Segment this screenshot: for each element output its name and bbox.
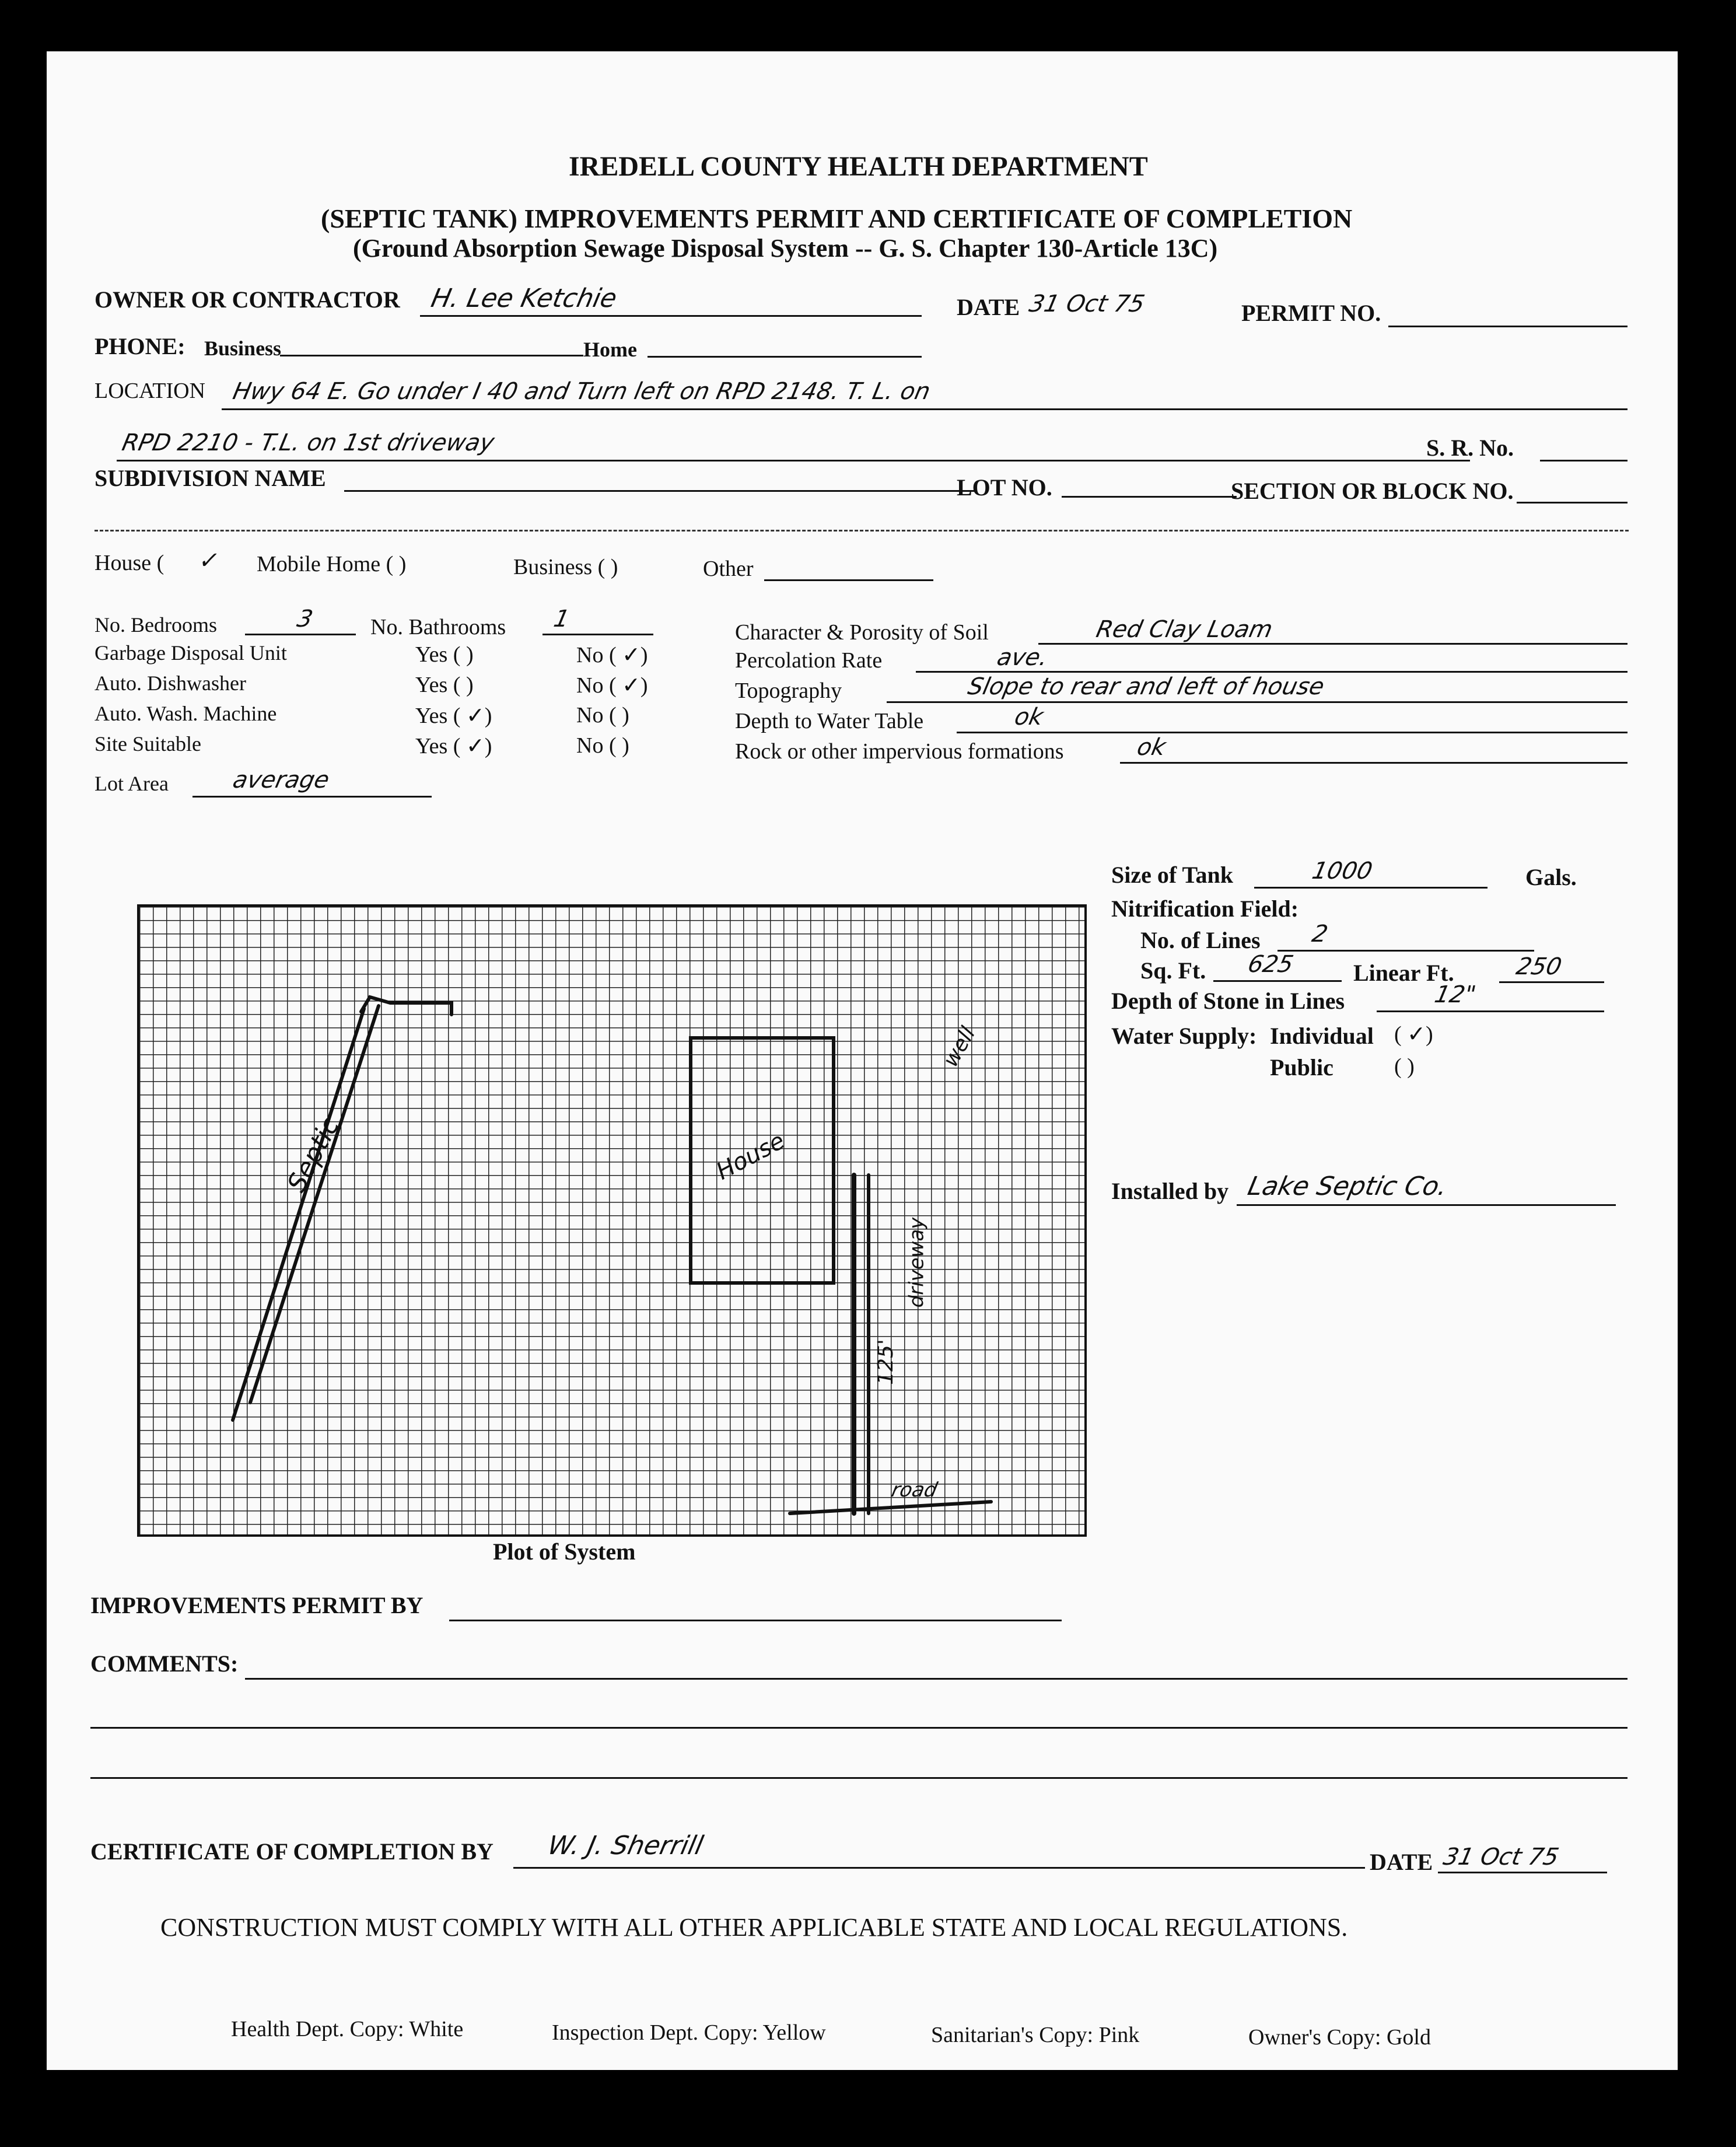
water-table-label: Depth to Water Table <box>735 709 924 733</box>
soil-character-line <box>1038 643 1628 645</box>
tank-size-line <box>1254 887 1488 889</box>
owner-value: H. Lee Ketchie <box>428 284 620 313</box>
business-label: Business ( ) <box>513 555 618 579</box>
water-table-line <box>957 732 1628 733</box>
linear-ft-value: 250 <box>1514 953 1564 980</box>
tank-size-label: Size of Tank <box>1111 862 1233 888</box>
plot-house-label: House <box>712 1127 789 1186</box>
public-label: Public <box>1270 1054 1334 1081</box>
individual-check: ( ✓) <box>1394 1022 1433 1047</box>
plot-line-label: 125' <box>873 1339 898 1385</box>
sketch-septic-line-left <box>233 1009 364 1420</box>
location-value-2: RPD 2210 - T.L. on 1st driveway <box>120 429 497 456</box>
stone-depth-label: Depth of Stone in Lines <box>1111 988 1345 1014</box>
appliance-no: No ( ✓) <box>576 673 648 698</box>
stone-depth-value: 12" <box>1432 981 1479 1008</box>
date-value: 31 Oct 75 <box>1027 291 1147 317</box>
lines-count-label: No. of Lines <box>1140 927 1261 953</box>
bedrooms-label: No. Bedrooms <box>94 613 217 637</box>
certificate-signature: W. J. Sherrill <box>545 1831 706 1861</box>
plot-grid <box>137 904 1087 1537</box>
soil-character-value: Red Clay Loam <box>1094 616 1275 643</box>
section-label: SECTION OR BLOCK NO. <box>1231 478 1514 504</box>
bedrooms-line <box>245 634 356 635</box>
bedrooms-value: 3 <box>295 606 316 632</box>
form-title: (SEPTIC TANK) IMPROVEMENTS PERMIT AND CERTIFICATE OF COMPLETION <box>321 204 1353 233</box>
rock-value: ok <box>1135 734 1168 761</box>
individual-label: Individual <box>1270 1023 1374 1049</box>
appliance-label: Auto. Dishwasher <box>94 672 246 695</box>
appliance-yes: Yes ( ) <box>415 642 474 667</box>
copy-distribution: Sanitarian's Copy: Pink <box>931 2023 1140 2047</box>
sqft-label: Sq. Ft. <box>1140 957 1206 984</box>
owner-line <box>420 315 922 317</box>
appliance-label: Auto. Wash. Machine <box>94 702 277 725</box>
certificate-date-value: 31 Oct 75 <box>1441 1844 1562 1870</box>
compliance-notice: CONSTRUCTION MUST COMPLY WITH ALL OTHER APPLICABLE STATE AND LOCAL REGULATIONS. <box>160 1913 1348 1942</box>
location-label: LOCATION <box>94 379 205 403</box>
form-subtitle: (Ground Absorption Sewage Disposal System -- G. S. Chapter 130-Article 13C) <box>353 234 1218 263</box>
appliance-no: No ( ) <box>576 733 629 758</box>
location-line-2 <box>117 460 1470 461</box>
location-value-1: Hwy 64 E. Go under I 40 and Turn left on RPD 2148. T. L. on <box>230 378 933 405</box>
sr-no-line <box>1540 460 1628 461</box>
owner-label: OWNER OR CONTRACTOR <box>94 286 400 313</box>
other-label: Other <box>703 557 754 581</box>
permit-no-line <box>1388 326 1628 327</box>
lot-area-line <box>192 796 432 798</box>
tank-size-value: 1000 <box>1310 858 1375 884</box>
appliance-no: No ( ✓) <box>576 643 648 667</box>
topography-label: Topography <box>735 679 842 703</box>
plot-caption: Plot of System <box>493 1538 636 1565</box>
certificate-label: CERTIFICATE OF COMPLETION BY <box>90 1838 494 1865</box>
certificate-line <box>513 1867 1365 1869</box>
topography-line <box>887 701 1628 703</box>
lot-no-label: LOT NO. <box>957 474 1052 501</box>
sketch-road-line <box>790 1502 991 1513</box>
appliance-label: Garbage Disposal Unit <box>94 641 287 665</box>
section-line <box>1517 502 1628 503</box>
plot-sketch <box>139 907 1084 1534</box>
phone-home-line <box>648 356 922 358</box>
copy-distribution: Inspection Dept. Copy: Yellow <box>552 2020 826 2045</box>
agency-heading: IREDELL COUNTY HEALTH DEPARTMENT <box>569 151 1148 182</box>
comments-line-2 <box>90 1727 1628 1729</box>
lines-count-line <box>1278 950 1534 952</box>
permit-by-line <box>449 1620 1062 1621</box>
sqft-line <box>1213 980 1342 982</box>
perc-rate-line <box>916 671 1628 673</box>
mobile-home-label: Mobile Home ( ) <box>257 552 407 576</box>
permit-by-label: IMPROVEMENTS PERMIT BY <box>90 1592 424 1618</box>
comments-line-1 <box>245 1678 1628 1680</box>
phone-home-label: Home <box>583 338 637 361</box>
plot-driveway-label: driveway <box>905 1217 929 1308</box>
appliance-yes: Yes ( ✓) <box>415 704 492 728</box>
lot-area-label: Lot Area <box>94 772 169 795</box>
plot-well-label: well <box>939 1023 981 1071</box>
other-line <box>764 579 933 581</box>
bathrooms-value: 1 <box>551 606 572 632</box>
phone-label: PHONE: <box>94 333 186 359</box>
rock-label: Rock or other impervious formations <box>735 739 1064 764</box>
sketch-septic-line-right <box>250 1006 379 1403</box>
tank-gals-label: Gals. <box>1525 864 1577 890</box>
separator-line <box>94 530 1629 531</box>
plot-road-label: road <box>889 1478 940 1502</box>
soil-character-label: Character & Porosity of Soil <box>735 620 989 645</box>
water-table-value: ok <box>1012 704 1046 730</box>
certificate-date-label: DATE <box>1370 1849 1433 1875</box>
stone-depth-line <box>1377 1010 1604 1012</box>
installed-by-label: Installed by <box>1111 1178 1229 1204</box>
bathrooms-label: No. Bathrooms <box>370 615 506 639</box>
copy-distribution: Health Dept. Copy: White <box>231 2017 464 2041</box>
appliance-no: No ( ) <box>576 703 629 728</box>
sketch-tank-connector <box>361 997 452 1015</box>
subdivision-line <box>344 490 974 492</box>
public-check: ( ) <box>1394 1054 1415 1079</box>
topography-value: Slope to rear and left of house <box>965 673 1327 700</box>
comments-label: COMMENTS: <box>90 1651 239 1677</box>
installed-by-value: Lake Septic Co. <box>1245 1172 1450 1201</box>
bathrooms-line <box>542 634 653 635</box>
comments-line-3 <box>90 1777 1628 1779</box>
appliance-label: Site Suitable <box>94 732 201 756</box>
water-supply-label: Water Supply: <box>1111 1023 1257 1049</box>
installed-by-line <box>1237 1204 1616 1206</box>
perc-rate-value: ave. <box>995 644 1051 671</box>
sqft-value: 625 <box>1245 951 1296 978</box>
lot-area-value: average <box>230 767 332 793</box>
linear-ft-line <box>1499 981 1604 983</box>
rock-line <box>1120 762 1628 764</box>
lot-no-line <box>1062 496 1237 498</box>
lines-count-value: 2 <box>1310 921 1331 947</box>
linear-ft-label: Linear Ft. <box>1353 960 1454 986</box>
permit-form <box>47 51 1678 2070</box>
house-check: ✓ <box>197 547 222 574</box>
sr-no-label: S. R. No. <box>1426 435 1514 461</box>
perc-rate-label: Percolation Rate <box>735 648 883 673</box>
phone-business-line <box>280 355 583 356</box>
permit-no-label: PERMIT NO. <box>1241 300 1381 326</box>
subdivision-label: SUBDIVISION NAME <box>94 465 326 491</box>
house-label: House ( <box>94 551 164 575</box>
certificate-date-line <box>1438 1872 1607 1873</box>
date-label: DATE <box>957 294 1020 320</box>
appliance-yes: Yes ( ✓) <box>415 734 492 758</box>
appliance-yes: Yes ( ) <box>415 673 474 697</box>
copy-distribution: Owner's Copy: Gold <box>1248 2025 1431 2050</box>
plot-septic-label: Septic <box>281 1113 345 1197</box>
location-line-1 <box>222 408 1628 410</box>
phone-business-label: Business <box>204 337 282 360</box>
nitrification-field-label: Nitrification Field: <box>1111 896 1299 922</box>
